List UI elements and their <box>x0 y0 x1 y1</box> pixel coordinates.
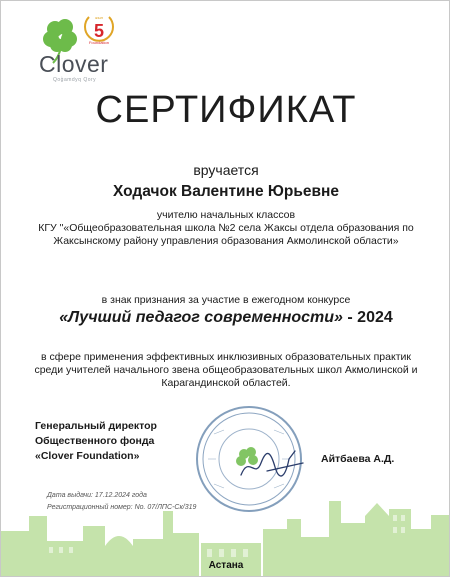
signer-name: Айтбаева А.Д. <box>321 453 395 465</box>
recipient-name: Ходачок Валентине Юрьевне <box>113 183 339 200</box>
logo-subtitle: Qoģamdyq Qory <box>53 77 97 83</box>
issue-date: Дата выдачи: 17.12.2024 года <box>47 492 147 499</box>
registration-number: Регистрационный номер: No. 07/ЛПС-Ск/319 <box>47 504 197 511</box>
recipient-organization: КГУ "«Общеобразовательная школа №2 села Жаксы отдела образования по Жаксынскому району управления образования Акмолинской области» <box>38 222 414 247</box>
director-line-1: Генеральный директор <box>35 420 157 432</box>
handwritten-signature <box>237 445 307 485</box>
sphere-text: в сфере применения эффективных инклюзивных образовательных практик среди учителей начального звена общеобразовательных школ Акмолинской и Карагандинской областей. <box>34 351 418 389</box>
badge-number: 5 <box>93 21 105 41</box>
recognition-text: в знак признания за участие в ежегодном конкурсе <box>101 294 351 306</box>
recipient-position: учителю начальных классов <box>156 209 296 221</box>
certificate-title: СЕРТИФИКАТ <box>95 89 357 131</box>
director-title <box>35 419 157 464</box>
director-line-3: «Clover Foundation» <box>35 450 140 462</box>
contest-year: - 2024 <box>347 309 393 326</box>
logo-wordmark: Clover <box>39 51 109 77</box>
director-line-2: Общественного фонда <box>35 435 155 447</box>
contest-title <box>21 309 431 327</box>
badge-bottom: Foundation <box>88 40 110 45</box>
badge-top: жыл <box>95 15 103 20</box>
contest-name: «Лучший педагог современности» <box>59 309 343 326</box>
awarded-text: вручается <box>193 162 259 178</box>
city-label: Астана <box>208 560 244 571</box>
